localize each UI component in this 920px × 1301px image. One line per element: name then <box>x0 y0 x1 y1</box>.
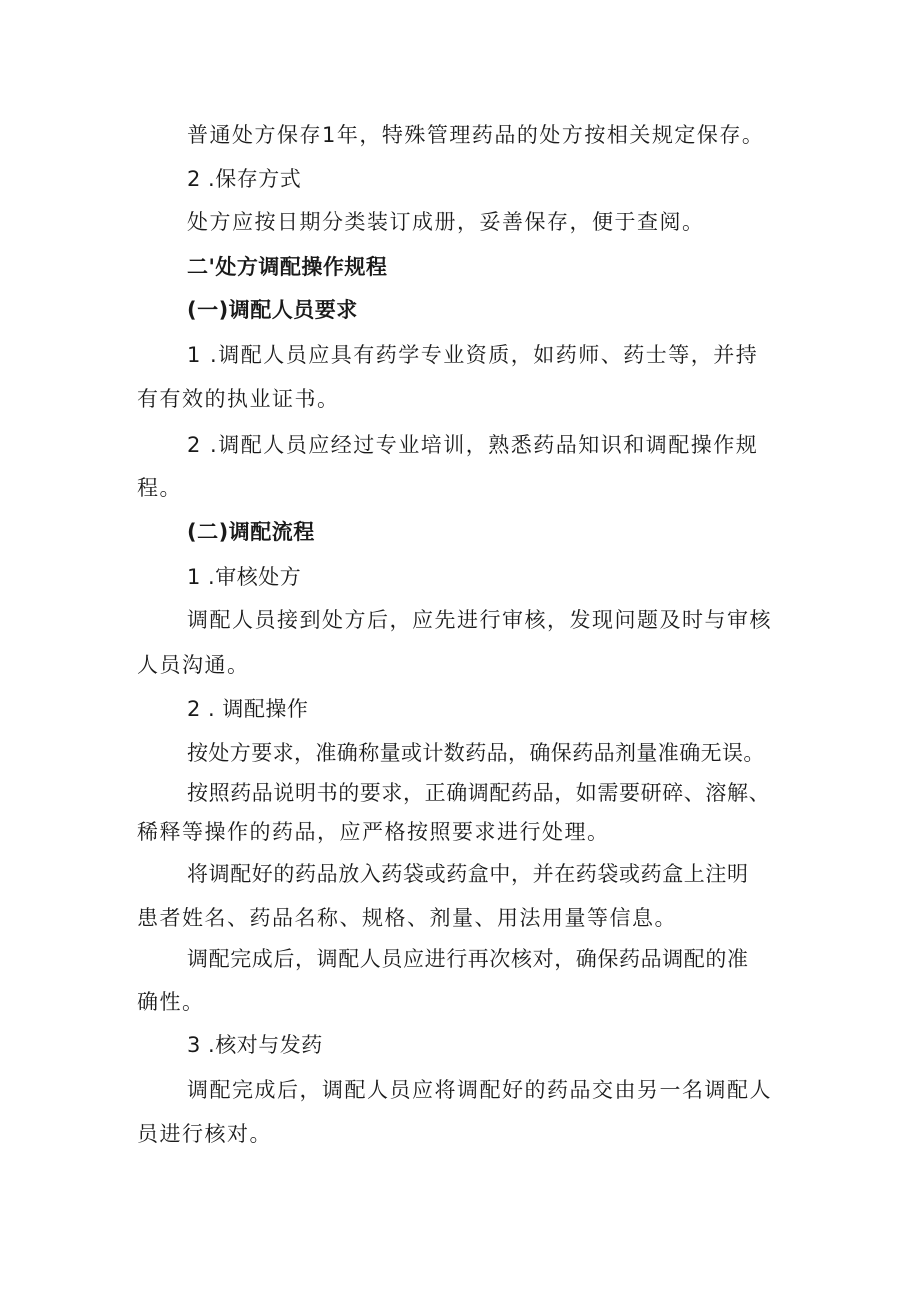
subheading-review-prescription: 1 .审核处方 <box>187 565 302 589</box>
paragraph-instructions-line1: 按照药品说明书的要求，正确调配药品，如需要研碎、溶解、 <box>187 781 771 805</box>
paragraph-verify-line1: 调配完成后，调配人员应将调配好的药品交由另一名调配人 <box>187 1078 772 1102</box>
paragraph-review-line1: 调配人员接到处方后，应先进行审核，发现问题及时与审核 <box>187 608 772 632</box>
subheading-verify-dispense: 3 .核对与发药 <box>187 1033 323 1057</box>
paragraph-staff-qualification-line1: 1 .调配人员应具有药学专业资质，如药师、药士等，并持 <box>187 343 759 367</box>
paragraph-recheck-line1: 调配完成后，调配人员应进行再次核对，确保药品调配的准 <box>187 947 749 971</box>
subsection-heading-dispensing-flow: (二)调配流程 <box>187 520 315 544</box>
paragraph-retention-period: 普通处方保存1年，特殊管理药品的处方按相关规定保存。 <box>187 123 765 147</box>
paragraph-instructions-line2: 稀释等操作的药品，应严格按照要求进行处理。 <box>137 820 610 844</box>
section-heading-dispensing-procedure: 二'处方调配操作规程 <box>187 255 388 279</box>
paragraph-verify-line2: 员进行核对。 <box>137 1122 272 1146</box>
subsection-heading-staff-requirements: (一)调配人员要求 <box>187 298 358 322</box>
paragraph-packaging-line2: 患者姓名、药品名称、规格、剂量、用法用量等信息。 <box>137 906 677 930</box>
paragraph-weigh-count: 按处方要求，准确称量或计数药品，确保药品剂量准确无误。 <box>187 741 765 765</box>
paragraph-staff-training-line2: 程。 <box>137 476 182 500</box>
paragraph-storage-method: 处方应按日期分类装订成册，妥善保存，便于查阅。 <box>187 210 705 234</box>
paragraph-packaging-line1: 将调配好的药品放入药袋或药盒中，并在药袋或药盒上注明 <box>187 862 749 886</box>
paragraph-recheck-line2: 确性。 <box>137 990 205 1014</box>
subheading-storage-method: 2 .保存方式 <box>187 167 302 191</box>
paragraph-review-line2: 人员沟通。 <box>137 653 250 677</box>
subheading-dispensing-operation: 2 . 调配操作 <box>187 697 309 721</box>
paragraph-staff-training-line1: 2 .调配人员应经过专业培训，熟悉药品知识和调配操作规 <box>187 433 759 457</box>
paragraph-staff-qualification-line2: 有有效的执业证书。 <box>137 387 340 411</box>
